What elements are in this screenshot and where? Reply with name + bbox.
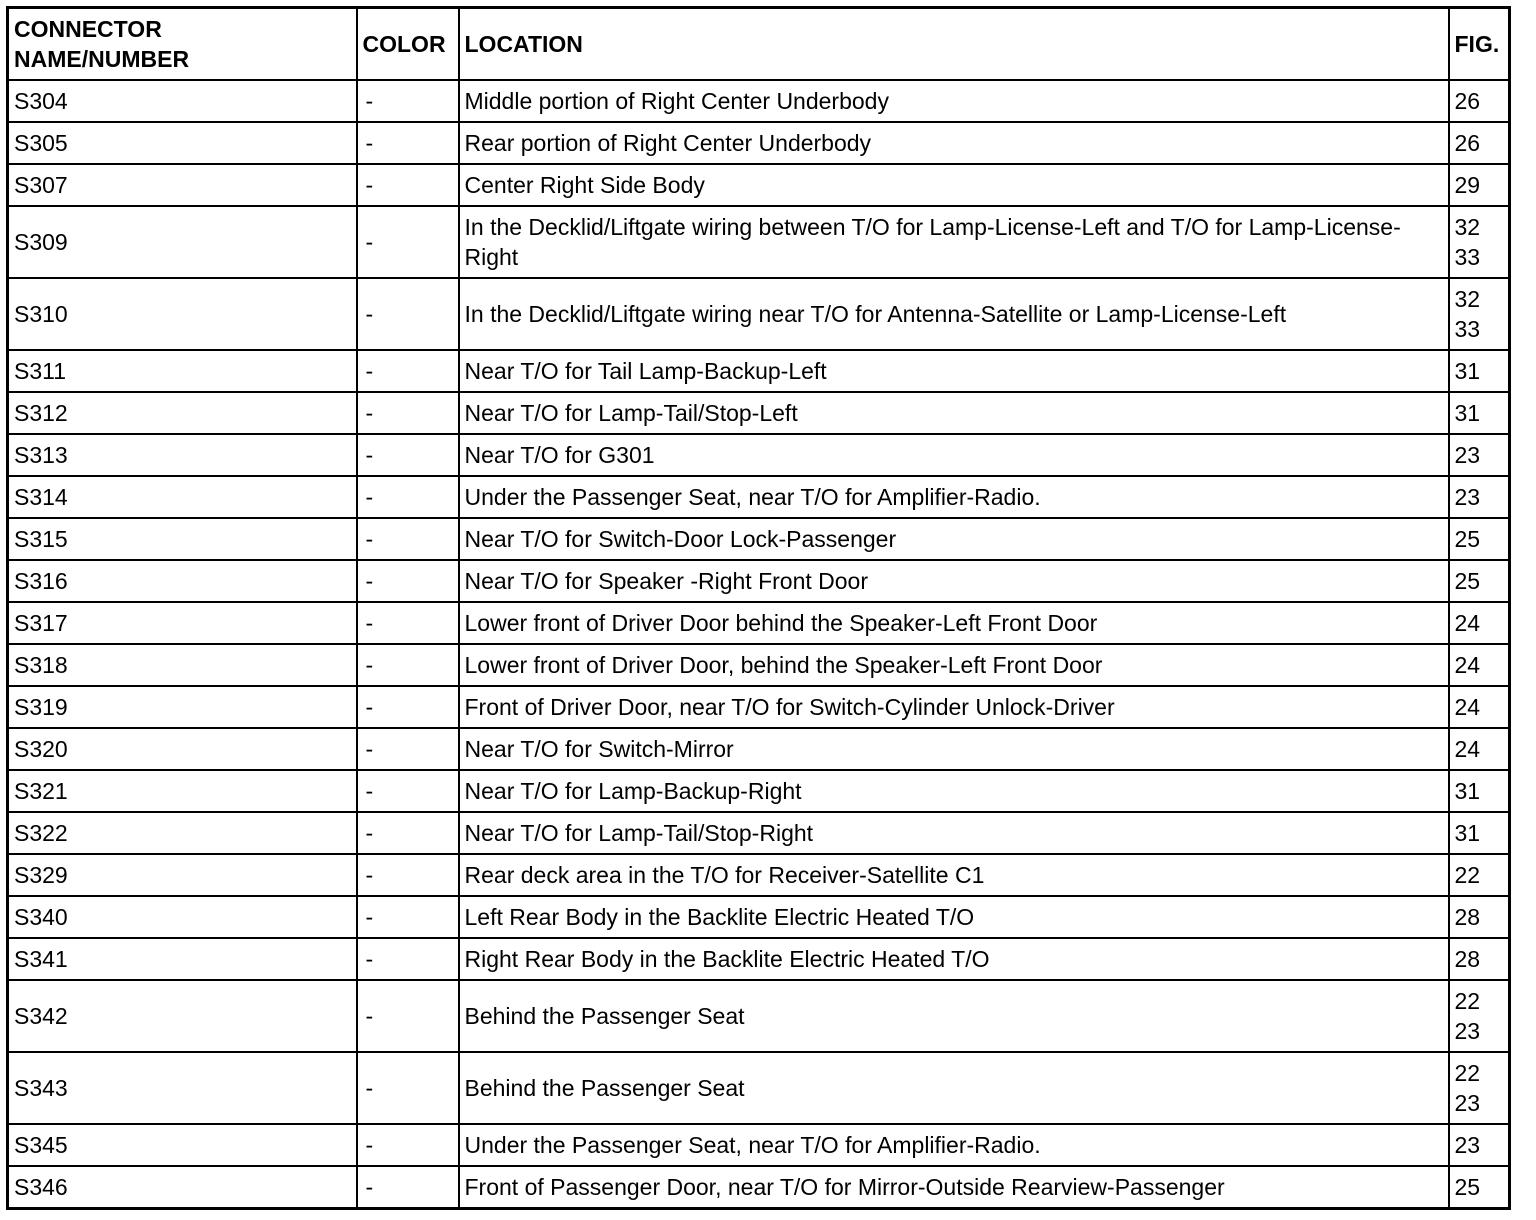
cell-connector-name: S342 <box>8 980 357 1052</box>
cell-connector-name: S310 <box>8 278 357 350</box>
cell-color: - <box>357 854 459 896</box>
header-fig: FIG. <box>1449 8 1510 81</box>
table-row <box>8 770 1510 812</box>
cell-fig <box>1449 686 1510 728</box>
table-row <box>8 1052 1510 1124</box>
cell-connector-name: S343 <box>8 1052 357 1124</box>
cell-fig <box>1449 350 1510 392</box>
cell-color: - <box>357 686 459 728</box>
cell-color: - <box>357 938 459 980</box>
cell-location: Center Right Side Body <box>459 164 1449 206</box>
fig-number: 24 <box>1454 694 1481 720</box>
cell-location: Lower front of Driver Door behind the Speaker-Left Front Door <box>459 602 1449 644</box>
cell-connector-name: S312 <box>8 392 357 434</box>
cell-fig <box>1449 1052 1510 1124</box>
cell-location: In the Decklid/Liftgate wiring between T/O for Lamp-License-Left and T/O for Lamp-License-Right <box>459 206 1449 278</box>
table-row <box>8 164 1510 206</box>
table-row <box>8 1124 1510 1166</box>
table-row <box>8 854 1510 896</box>
cell-fig <box>1449 434 1510 476</box>
fig-number: 26 <box>1454 88 1481 114</box>
header-row <box>8 8 1510 81</box>
cell-color: - <box>357 1166 459 1209</box>
table-row <box>8 518 1510 560</box>
fig-number: 33 <box>1454 316 1481 342</box>
fig-number: 29 <box>1454 172 1481 198</box>
fig-number: 25 <box>1454 1174 1481 1200</box>
cell-location: Near T/O for G301 <box>459 434 1449 476</box>
cell-fig <box>1449 854 1510 896</box>
cell-fig <box>1449 560 1510 602</box>
cell-fig <box>1449 392 1510 434</box>
cell-location: Near T/O for Tail Lamp-Backup-Left <box>459 350 1449 392</box>
cell-location: Right Rear Body in the Backlite Electric Heated T/O <box>459 938 1449 980</box>
fig-number: 23 <box>1454 442 1481 468</box>
cell-location: Near T/O for Lamp-Backup-Right <box>459 770 1449 812</box>
cell-connector-name: S309 <box>8 206 357 278</box>
cell-fig <box>1449 80 1510 122</box>
fig-number: 23 <box>1454 1090 1481 1116</box>
cell-connector-name: S317 <box>8 602 357 644</box>
table-row <box>8 644 1510 686</box>
fig-number: 31 <box>1454 820 1481 846</box>
cell-fig <box>1449 206 1510 278</box>
table-row <box>8 896 1510 938</box>
cell-location: Near T/O for Switch-Door Lock-Passenger <box>459 518 1449 560</box>
table-header <box>8 8 1510 81</box>
cell-fig <box>1449 896 1510 938</box>
cell-fig <box>1449 602 1510 644</box>
fig-number: 22 <box>1454 862 1481 888</box>
fig-number: 28 <box>1454 946 1481 972</box>
table-row <box>8 980 1510 1052</box>
table-row <box>8 812 1510 854</box>
table-row <box>8 728 1510 770</box>
cell-connector-name: S329 <box>8 854 357 896</box>
cell-location: Near T/O for Switch-Mirror <box>459 728 1449 770</box>
cell-fig <box>1449 164 1510 206</box>
fig-number: 23 <box>1454 1132 1481 1158</box>
table-row <box>8 350 1510 392</box>
cell-color: - <box>357 122 459 164</box>
header-location: LOCATION <box>459 8 1449 81</box>
table-row <box>8 476 1510 518</box>
fig-number: 23 <box>1454 484 1481 510</box>
table-row <box>8 206 1510 278</box>
cell-fig <box>1449 644 1510 686</box>
fig-number: 32 <box>1454 286 1481 312</box>
cell-fig <box>1449 518 1510 560</box>
cell-fig <box>1449 122 1510 164</box>
fig-number: 25 <box>1454 568 1481 594</box>
cell-connector-name: S341 <box>8 938 357 980</box>
header-connector-name <box>8 8 357 81</box>
cell-color: - <box>357 602 459 644</box>
fig-number: 33 <box>1454 244 1481 270</box>
table-row <box>8 434 1510 476</box>
cell-location: Under the Passenger Seat, near T/O for Amplifier-Radio. <box>459 1124 1449 1166</box>
cell-location: Behind the Passenger Seat <box>459 980 1449 1052</box>
cell-connector-name: S345 <box>8 1124 357 1166</box>
cell-location: Front of Passenger Door, near T/O for Mirror-Outside Rearview-Passenger <box>459 1166 1449 1209</box>
cell-color: - <box>357 206 459 278</box>
fig-number: 24 <box>1454 610 1481 636</box>
cell-location: Lower front of Driver Door, behind the Speaker-Left Front Door <box>459 644 1449 686</box>
fig-number: 24 <box>1454 736 1481 762</box>
cell-connector-name: S315 <box>8 518 357 560</box>
cell-connector-name: S321 <box>8 770 357 812</box>
cell-connector-name: S316 <box>8 560 357 602</box>
cell-color: - <box>357 980 459 1052</box>
cell-connector-name: S340 <box>8 896 357 938</box>
cell-fig <box>1449 476 1510 518</box>
header-name-line1: CONNECTOR <box>14 16 162 42</box>
cell-color: - <box>357 164 459 206</box>
cell-location: Near T/O for Speaker -Right Front Door <box>459 560 1449 602</box>
cell-color: - <box>357 80 459 122</box>
cell-fig <box>1449 980 1510 1052</box>
cell-fig <box>1449 1124 1510 1166</box>
cell-connector-name: S318 <box>8 644 357 686</box>
cell-location: Rear deck area in the T/O for Receiver-Satellite C1 <box>459 854 1449 896</box>
cell-color: - <box>357 770 459 812</box>
cell-location: Near T/O for Lamp-Tail/Stop-Right <box>459 812 1449 854</box>
cell-color: - <box>357 812 459 854</box>
cell-location: Rear portion of Right Center Underbody <box>459 122 1449 164</box>
cell-color: - <box>357 896 459 938</box>
cell-fig <box>1449 728 1510 770</box>
connector-table <box>6 6 1511 1210</box>
table-row <box>8 560 1510 602</box>
fig-number: 23 <box>1454 1018 1481 1044</box>
header-color: COLOR <box>357 8 459 81</box>
cell-fig <box>1449 812 1510 854</box>
fig-number: 24 <box>1454 652 1481 678</box>
fig-number: 28 <box>1454 904 1481 930</box>
cell-connector-name: S322 <box>8 812 357 854</box>
cell-location: Left Rear Body in the Backlite Electric Heated T/O <box>459 896 1449 938</box>
cell-color: - <box>357 728 459 770</box>
cell-color: - <box>357 518 459 560</box>
cell-connector-name: S314 <box>8 476 357 518</box>
cell-connector-name: S311 <box>8 350 357 392</box>
cell-location: Under the Passenger Seat, near T/O for Amplifier-Radio. <box>459 476 1449 518</box>
cell-connector-name: S305 <box>8 122 357 164</box>
cell-connector-name: S313 <box>8 434 357 476</box>
fig-number: 31 <box>1454 400 1481 426</box>
fig-number: 26 <box>1454 130 1481 156</box>
table-row <box>8 278 1510 350</box>
table-body <box>8 80 1510 1209</box>
cell-color: - <box>357 476 459 518</box>
header-name-line2: NAME/NUMBER <box>14 46 190 72</box>
fig-number: 22 <box>1454 1060 1481 1086</box>
cell-connector-name: S320 <box>8 728 357 770</box>
cell-fig <box>1449 938 1510 980</box>
cell-location: Middle portion of Right Center Underbody <box>459 80 1449 122</box>
cell-fig <box>1449 278 1510 350</box>
fig-number: 32 <box>1454 214 1481 240</box>
table-row <box>8 392 1510 434</box>
fig-number: 31 <box>1454 778 1481 804</box>
cell-connector-name: S319 <box>8 686 357 728</box>
cell-color: - <box>357 278 459 350</box>
table-row <box>8 1166 1510 1209</box>
fig-number: 22 <box>1454 988 1481 1014</box>
cell-location: Near T/O for Lamp-Tail/Stop-Left <box>459 392 1449 434</box>
cell-connector-name: S346 <box>8 1166 357 1209</box>
table-row <box>8 122 1510 164</box>
cell-color: - <box>357 350 459 392</box>
table-row <box>8 602 1510 644</box>
fig-number: 25 <box>1454 526 1481 552</box>
cell-color: - <box>357 1124 459 1166</box>
fig-number: 31 <box>1454 358 1481 384</box>
cell-location: Front of Driver Door, near T/O for Switch-Cylinder Unlock-Driver <box>459 686 1449 728</box>
cell-connector-name: S304 <box>8 80 357 122</box>
cell-color: - <box>357 434 459 476</box>
cell-color: - <box>357 1052 459 1124</box>
table-row <box>8 80 1510 122</box>
cell-location: Behind the Passenger Seat <box>459 1052 1449 1124</box>
cell-location: In the Decklid/Liftgate wiring near T/O for Antenna-Satellite or Lamp-License-Left <box>459 278 1449 350</box>
cell-fig <box>1449 1166 1510 1209</box>
cell-connector-name: S307 <box>8 164 357 206</box>
cell-fig <box>1449 770 1510 812</box>
cell-color: - <box>357 644 459 686</box>
table-row <box>8 938 1510 980</box>
cell-color: - <box>357 392 459 434</box>
table-row <box>8 686 1510 728</box>
cell-color: - <box>357 560 459 602</box>
